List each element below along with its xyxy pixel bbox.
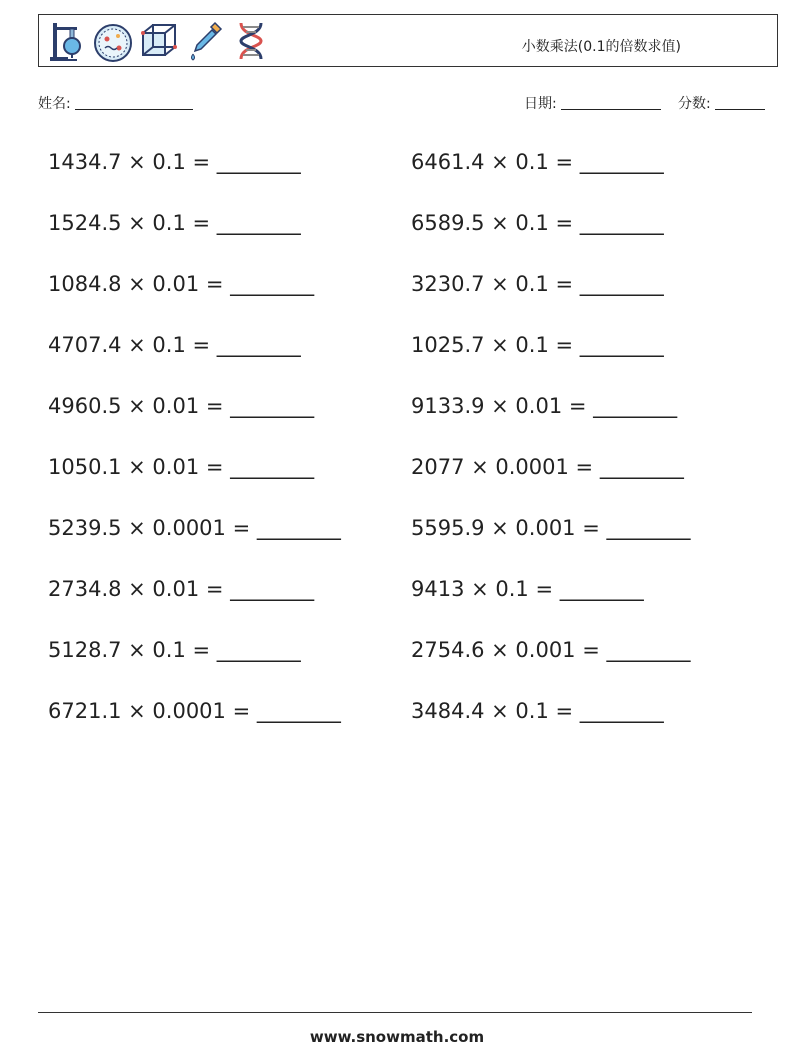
- problem-item: 4707.4 × 0.1 = ________: [48, 333, 301, 357]
- name-blank-line[interactable]: [75, 95, 193, 110]
- name-field: [38, 93, 193, 113]
- score-label: 分数:: [678, 96, 711, 112]
- problem-item: 1084.8 × 0.01 = ________: [48, 272, 315, 296]
- problem-item: 5128.7 × 0.1 = ________: [48, 638, 301, 662]
- petri-dish-icon: [93, 19, 133, 63]
- problem-item: 5239.5 × 0.0001 = ________: [48, 516, 341, 540]
- problem-item: 2754.6 × 0.001 = ________: [411, 638, 691, 662]
- date-field: [524, 93, 661, 113]
- problem-item: 4960.5 × 0.01 = ________: [48, 394, 315, 418]
- problem-item: 1434.7 × 0.1 = ________: [48, 150, 301, 174]
- footer-website[interactable]: www.snowmath.com: [309, 1028, 485, 1046]
- pipette-icon: [185, 19, 225, 63]
- dna-icon: [231, 19, 271, 63]
- problem-item: 1025.7 × 0.1 = ________: [411, 333, 664, 357]
- lab-stand-flask-icon: [47, 19, 87, 63]
- problem-item: 6721.1 × 0.0001 = ________: [48, 699, 341, 723]
- problem-item: 2734.8 × 0.01 = ________: [48, 577, 315, 601]
- worksheet-title: 小数乘法(0.1的倍数求值): [521, 39, 681, 55]
- problem-item: 6461.4 × 0.1 = ________: [411, 150, 664, 174]
- date-blank-line[interactable]: [561, 95, 661, 110]
- problem-item: 5595.9 × 0.001 = ________: [411, 516, 691, 540]
- score-field: [678, 93, 765, 113]
- problem-item: 1524.5 × 0.1 = ________: [48, 211, 301, 235]
- icon-strip: [47, 19, 271, 63]
- header-box: [38, 14, 778, 67]
- footer-divider: [38, 1012, 752, 1013]
- problem-item: 6589.5 × 0.1 = ________: [411, 211, 664, 235]
- cube-icon: [139, 19, 179, 63]
- problem-item: 9133.9 × 0.01 = ________: [411, 394, 678, 418]
- problem-item: 1050.1 × 0.01 = ________: [48, 455, 315, 479]
- name-label: 姓名:: [38, 96, 71, 112]
- problem-item: 9413 × 0.1 = ________: [411, 577, 644, 601]
- problem-item: 3230.7 × 0.1 = ________: [411, 272, 664, 296]
- score-blank-line[interactable]: [715, 95, 765, 110]
- problem-item: 3484.4 × 0.1 = ________: [411, 699, 664, 723]
- problem-item: 2077 × 0.0001 = ________: [411, 455, 684, 479]
- date-label: 日期:: [524, 96, 557, 112]
